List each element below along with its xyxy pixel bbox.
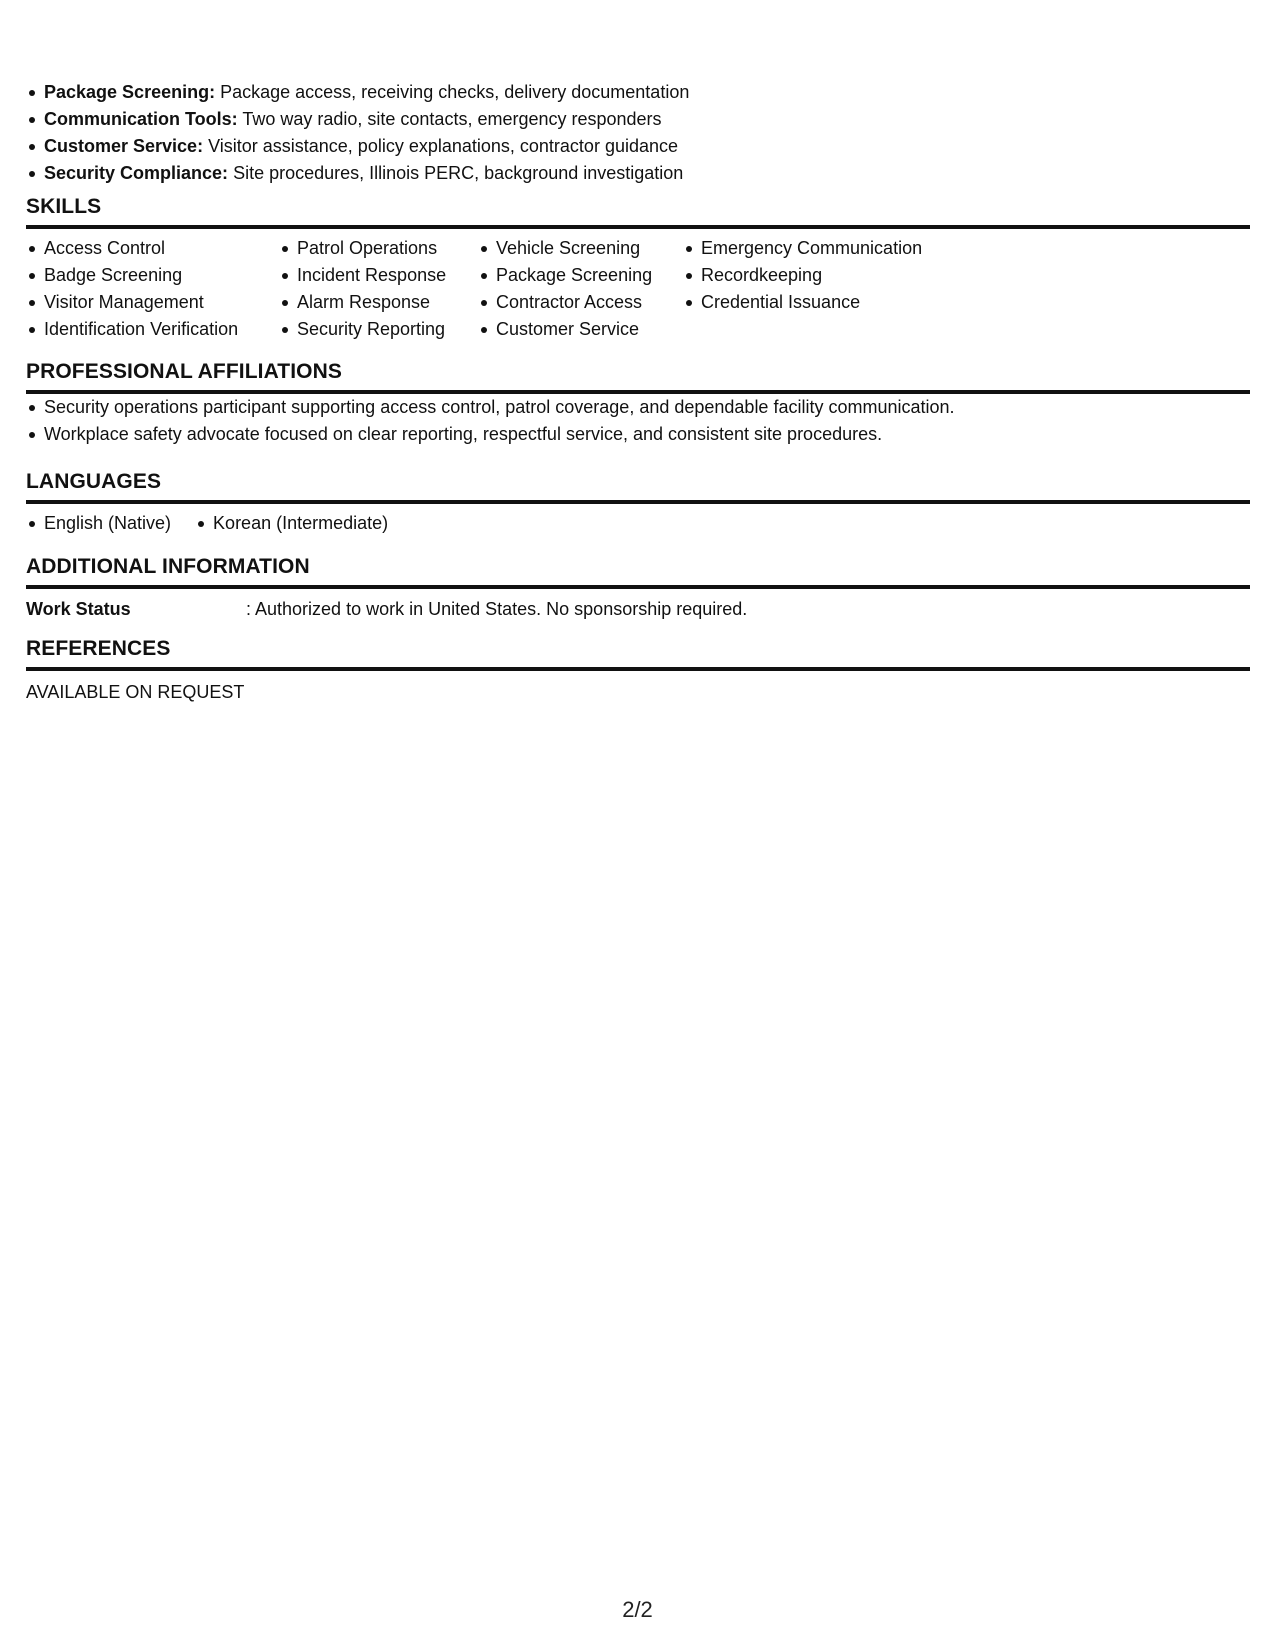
work-status-label: Work Status	[26, 599, 131, 619]
skill-item: Identification Verification	[26, 316, 279, 343]
competency-text: Site procedures, Illinois PERC, background investigation	[228, 163, 684, 183]
languages-section	[26, 469, 1250, 537]
skill-item: Alarm Response	[279, 289, 478, 316]
section-divider	[26, 667, 1250, 671]
skill-item: Recordkeeping	[683, 262, 983, 289]
competency-text: Visitor assistance, policy explanations, contractor guidance	[203, 136, 679, 156]
affiliations-heading: PROFESSIONAL AFFILIATIONS	[26, 360, 342, 383]
language-item: English (Native)	[26, 510, 171, 537]
competency-label: Communication Tools:	[44, 109, 238, 129]
work-status-row	[26, 597, 1250, 621]
affiliation-item: Security operations participant supporting access control, patrol coverage, and dependable facility communication.	[26, 394, 1250, 421]
skill-item: Access Control	[26, 235, 279, 262]
languages-row	[26, 510, 1250, 537]
competency-item	[26, 160, 689, 187]
skill-item: Package Screening	[478, 262, 683, 289]
languages-list	[26, 510, 412, 537]
skill-item: Customer Service	[478, 316, 683, 343]
affiliations-section	[26, 359, 1250, 448]
competency-item	[26, 106, 689, 133]
competency-label: Package Screening:	[44, 82, 216, 102]
references-section	[26, 636, 1250, 704]
section-divider	[26, 225, 1250, 229]
skill-item: Contractor Access	[478, 289, 683, 316]
skills-grid	[26, 235, 1250, 343]
skill-item: Patrol Operations	[279, 235, 478, 262]
skill-item: Visitor Management	[26, 289, 279, 316]
skill-item: Badge Screening	[26, 262, 279, 289]
competency-item	[26, 79, 689, 106]
skills-column	[478, 235, 683, 343]
additional-info-section	[26, 554, 1250, 621]
section-divider	[26, 500, 1250, 504]
competency-item	[26, 133, 689, 160]
competency-text: Two way radio, site contacts, emergency responders	[237, 109, 662, 129]
work-status-value: : Authorized to work in United States. No sponsorship required.	[246, 599, 748, 619]
skill-item: Incident Response	[279, 262, 478, 289]
skills-heading: SKILLS	[26, 195, 102, 218]
affiliation-item: Workplace safety advocate focused on clear reporting, respectful service, and consistent site procedures.	[26, 421, 1250, 448]
languages-heading: LANGUAGES	[26, 470, 162, 493]
affiliations-list	[26, 394, 1250, 448]
language-item: Korean (Intermediate)	[195, 510, 388, 537]
section-divider	[26, 585, 1250, 589]
skill-item: Vehicle Screening	[478, 235, 683, 262]
skills-section	[26, 194, 1250, 343]
references-text: AVAILABLE ON REQUEST	[26, 682, 245, 702]
page-number: 2/2	[622, 1597, 653, 1622]
skills-column	[279, 235, 478, 343]
skills-column	[683, 235, 983, 343]
skill-item: Emergency Communication	[683, 235, 983, 262]
competency-label: Security Compliance:	[44, 163, 229, 183]
competencies-list	[26, 79, 689, 187]
skill-item: Security Reporting	[279, 316, 478, 343]
skill-item: Credential Issuance	[683, 289, 983, 316]
skills-column	[26, 235, 279, 343]
competency-label: Customer Service:	[44, 136, 204, 156]
additional-info-heading: ADDITIONAL INFORMATION	[26, 555, 310, 578]
competency-text: Package access, receiving checks, delivery documentation	[215, 82, 690, 102]
references-heading: REFERENCES	[26, 637, 171, 660]
